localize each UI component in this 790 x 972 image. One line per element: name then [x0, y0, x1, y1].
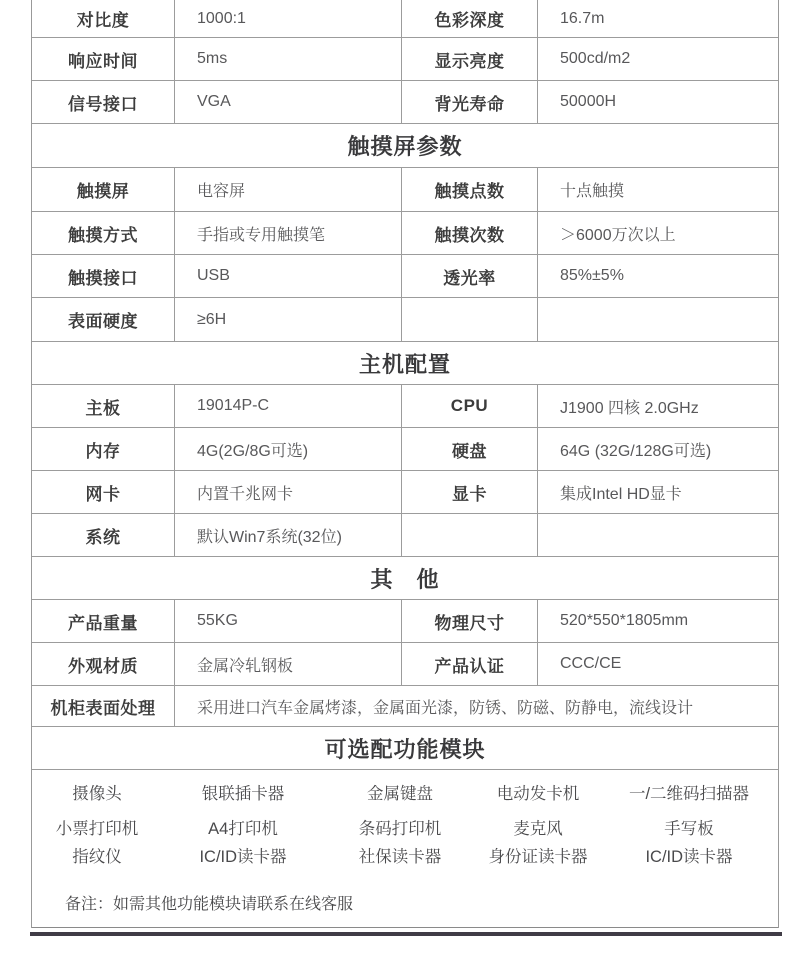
spec-value: VGA [175, 81, 402, 123]
spec-label: 系统 [32, 514, 175, 556]
spec-value: 520*550*1805mm [560, 612, 689, 629]
option-item: 手写板 [664, 820, 714, 838]
spec-value: 50000H [560, 93, 617, 110]
option-item: 社保读卡器 [358, 848, 442, 866]
section-header-row [32, 124, 778, 168]
spec-value: CCC/CE [560, 655, 622, 672]
spec-value [538, 514, 778, 556]
spec-label: 显示亮度 [402, 38, 538, 80]
spec-label [402, 514, 538, 556]
spec-value: ＞6000万次以上 [560, 226, 676, 244]
spec-label: 背光寿命 [402, 81, 538, 123]
option-item: IC/ID读卡器 [199, 848, 287, 866]
spec-label: 产品重量 [32, 600, 175, 642]
option-item: 小票打印机 [55, 820, 139, 838]
option-item: 身份证读卡器 [488, 848, 588, 866]
option-item: 指纹仪 [72, 848, 122, 866]
spec-value: 64G (32G/128G可选) [560, 442, 712, 460]
spec-label: 触摸次数 [402, 212, 538, 254]
spec-row [32, 643, 778, 686]
spec-row [32, 385, 778, 428]
spec-value: 默认Win7系统(32位) [175, 514, 402, 556]
spec-row [32, 255, 778, 298]
option-item: IC/ID读卡器 [645, 848, 733, 866]
spec-value: 手指或专用触摸笔 [175, 212, 402, 254]
spec-value: 5ms [175, 38, 402, 80]
spec-row [32, 600, 778, 643]
spec-label: 触摸方式 [32, 212, 175, 254]
spec-row [32, 686, 778, 727]
spec-label: 产品认证 [402, 643, 538, 685]
spec-label: 色彩深度 [402, 0, 538, 37]
spec-value: 采用进口汽车金属烤漆，金属面光漆，防锈、防磁、防静电，流线设计 [197, 699, 694, 717]
spec-label [402, 298, 538, 341]
spec-label: 透光率 [402, 255, 538, 297]
spec-value: 十点触摸 [560, 183, 625, 200]
spec-label: 信号接口 [32, 81, 175, 123]
section-title: 主机配置 [358, 351, 451, 377]
section-title: 其 他 [370, 566, 440, 592]
spec-row [32, 168, 778, 212]
option-item: 摄像头 [72, 785, 122, 803]
options-row [32, 782, 778, 806]
spec-value: 内置千兆网卡 [175, 471, 402, 513]
spec-value: 500cd/m2 [560, 50, 631, 67]
spec-row [32, 428, 778, 471]
option-item: 电动发卡机 [496, 785, 580, 803]
spec-value: 19014P-C [175, 385, 402, 427]
section-header-row [32, 557, 778, 600]
spec-value: 电容屏 [175, 168, 402, 211]
spec-label: CPU [402, 385, 538, 427]
spec-label: 硬盘 [402, 428, 538, 470]
spec-value: J1900 四核 2.0GHz [560, 399, 699, 417]
spec-value: 4G(2G/8G可选) [175, 428, 402, 470]
section-header-row [32, 727, 778, 770]
spec-label: 触摸接口 [32, 255, 175, 297]
option-item: A4打印机 [208, 820, 278, 838]
spec-label: 外观材质 [32, 643, 175, 685]
spec-value: 16.7m [560, 9, 605, 27]
spec-value: 55KG [175, 600, 402, 642]
spec-label: 显卡 [402, 471, 538, 513]
spec-value: USB [175, 255, 402, 297]
spec-value: ≥6H [175, 298, 402, 341]
spec-label: 响应时间 [32, 38, 175, 80]
spec-row [32, 212, 778, 255]
spec-label: 触摸点数 [402, 168, 538, 211]
spec-table [31, 0, 779, 928]
spec-row [32, 81, 778, 124]
spec-label: 机柜表面处理 [32, 686, 175, 726]
section-header-row [32, 342, 778, 385]
spec-value: 金属冷轧钢板 [175, 643, 402, 685]
spec-label: 主板 [32, 385, 175, 427]
options-row [32, 845, 778, 869]
option-item: 金属键盘 [367, 785, 433, 803]
option-item: 条码打印机 [358, 820, 442, 838]
spec-row [32, 0, 778, 38]
spec-value: 集成Intel HD显卡 [560, 485, 682, 503]
section-title: 触摸屏参数 [347, 134, 463, 159]
spec-label: 网卡 [32, 471, 175, 513]
bottom-divider-bar [30, 932, 782, 936]
spec-label: 内存 [32, 428, 175, 470]
spec-label: 物理尺寸 [402, 600, 538, 642]
option-item: 一/二维码扫描器 [628, 785, 750, 803]
spec-row [32, 514, 778, 557]
option-item: 麦克风 [513, 820, 563, 838]
spec-value: 85%±5% [560, 267, 624, 284]
section-title: 可选配功能模块 [324, 736, 486, 762]
note-text: 备注：如需其他功能模块请联系在线客服 [65, 896, 354, 913]
spec-row [32, 38, 778, 81]
spec-value: 1000:1 [175, 0, 402, 37]
spec-row [32, 471, 778, 514]
spec-value [538, 298, 778, 341]
optional-modules-block [32, 770, 778, 928]
spec-label: 表面硬度 [32, 298, 175, 341]
spec-label: 对比度 [32, 0, 175, 37]
spec-row [32, 298, 778, 342]
spec-label: 触摸屏 [32, 168, 175, 211]
option-item: 银联插卡器 [201, 785, 285, 803]
options-row [32, 817, 778, 841]
